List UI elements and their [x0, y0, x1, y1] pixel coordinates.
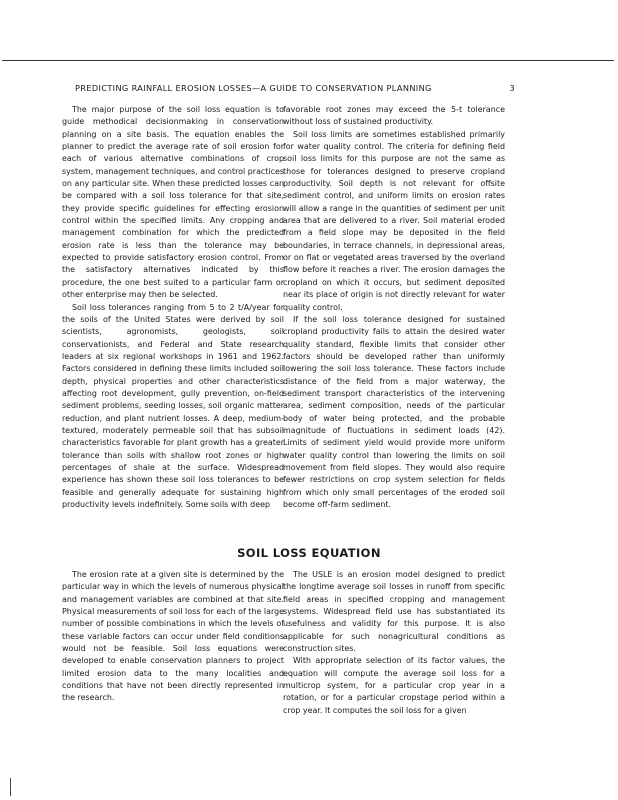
- upper-right-column: [283, 104, 505, 511]
- paragraph: If the soil loss tolerance designed for sustained cropland productivity fails to attain the desired water quality standard, flexible limits that consider other factors should be developed rather than uniformly lowering the soil loss tolerance. These factors include distance of the field from a major waterway, the sediment transport characteristics of the intervening area, sediment composition, needs of the particular body of water being protected, and the probable magnitude of fluctuations in sediment loads (42). Limits of sediment yield would provide more uniform water quality control than lowering the limits on soil movement from field slopes. They would also require fewer restrictions on crop system selection for fields from which only small percentages of the eroded soil become off-farm sediment.: [283, 314, 505, 509]
- paragraph: The major purpose of the soil loss equation is to guide methodical decisionmaking in conservation planning on a site basis. The equation enables the planner to predict the average rate of soil erosion for each of various alternative combinations of crop system, management techniques, and control practices on any particular site. When these predicted losses can be compared with a soil loss tolerance for that site, they provide specific guidelines for effecting erosion control within the specified limits. Any cropping and management combination for which the predicted erosion rate is less than the tolerance may be expected to provide satisfactory erosion control. From the satisfactory alternatives indicated by this procedure, the one best suited to a particular farm or other enterprise may then be selected.: [62, 105, 284, 300]
- upper-left-column: [62, 104, 284, 511]
- paragraph: favorable root zones may exceed the 5-t tolerance without loss of sustained productivity.: [283, 105, 505, 127]
- lower-left-column: [62, 569, 284, 705]
- page-number: 3: [509, 83, 515, 93]
- paragraph: The erosion rate at a given site is determined by the particular way in which the levels of numerous physical and management variables are combined at that site. Physical measurements of soil loss for each of the large number of possible combinations in which the levels of these variable factors can occur under field conditions would not be feasible. Soil loss equations were developed to enable conservation planners to project limited erosion data to the many localities and conditions that have not been directly represented in the research.: [62, 570, 284, 703]
- section-heading: SOIL LOSS EQUATION: [237, 546, 381, 560]
- running-header: [75, 83, 515, 93]
- paragraph: With appropriate selection of its factor values, the equation will compute the average soil loss for a multicrop system, for a particular crop year in a rotation, or for a particular cropstage period within a crop year. It computes the soil loss for a given: [283, 656, 505, 715]
- scan-margin-mark: [10, 778, 11, 796]
- paragraph: Soil loss tolerances ranging from 5 to 2 t/A/year for the soils of the United States were derived by soil scientists, agronomists, geologists, soil conservationists, and Federal and State research leaders at six regional workshops in 1961 and 1962. Factors considered in defining these limits included soil depth, physical properties and other characteristics affecting root development, gully prevention, on-field sediment problems, seeding losses, soil organic matter reduction, and plant nutrient losses. A deep, medium-textured, moderately permeable soil that has subsoil characteristics favorable for plant growth has a greater tolerance than soils with shallow root zones or high percentages of shale at the surface. Widespread experience has shown these soil loss tolerances to be feasible and generally adequate for sustaining high productivity levels indefinitely. Some soils with deep: [62, 302, 284, 509]
- paragraph: The USLE is an erosion model designed to predict the longtime average soil losses in runoff from specific field areas in specified cropping and management systems. Widespread field use has substantiated its usefulness and validity for this purpose. It is also applicable for such nonagricultural conditions as construction sites.: [283, 570, 505, 654]
- lower-right-column: [283, 569, 505, 717]
- paragraph: Soil loss limits are sometimes established primarily for water quality control. The criteria for defining field soil loss limits for this purpose are not the same as those for tolerances designed to preserve cropland productivity. Soil depth is not relevant for offsite sediment control, and uniform limits on erosion rates will allow a range in the quantities of sediment per unit area that are delivered to a river. Soil material eroded from a field slope may be deposited in the field boundaries, in terrace channels, in depressional areas, or on flat or vegetated areas traversed by the overland flow before it reaches a river. The erosion damages the cropland on which it occurs, but sediment deposited near its place of origin is not directly relevant for water quality control.: [283, 129, 505, 312]
- top-rule: [2, 60, 614, 61]
- running-title: PREDICTING RAINFALL EROSION LOSSES—A GUIDE TO CONSERVATION PLANNING: [75, 83, 432, 93]
